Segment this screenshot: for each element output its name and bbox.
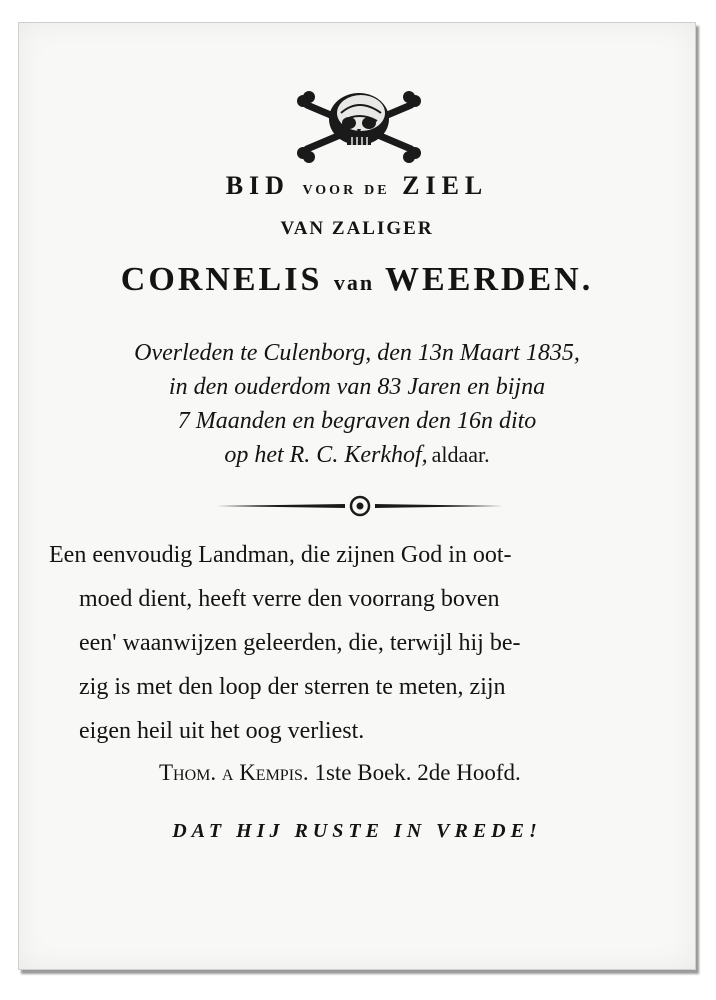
name-last: WEERDEN. [385,261,594,298]
skull-and-crossbones-icon [289,83,429,163]
deceased-name [19,263,695,297]
quote-source [159,761,521,784]
heading-words-voor-de: voor de [302,177,390,199]
quote-line: moed dient, heeft verre den voorrang boven [79,586,500,612]
burial-place: op het R. C. Kerkhof, [224,442,428,468]
heading-word-ziel: ZIEL [402,171,489,200]
quote-line: zig is met den loop der sterren te meten, zijn [79,674,506,700]
quote-line: eigen heil uit het oog verliest. [79,718,365,744]
quote-reference: 1ste Boek. 2de Hoofd. [314,760,521,785]
heading-word-bid: BID [225,171,290,200]
death-details-line-4 [19,443,695,467]
heading-pray-for-soul [19,173,695,199]
memorial-card [18,22,696,970]
burial-place-suffix: aldaar. [431,442,490,467]
death-details-line-1: Overleden te Culenborg, den 13n Maart 1835, [134,340,580,366]
death-details-line-2: in den ouderdom van 83 Jaren en bijna [168,374,546,400]
death-details-line-3: 7 Maanden en begraven den 16n dito [177,408,537,434]
quote-line: Een eenvoudig Landman, die zijnen God in oot- [49,542,512,568]
quote-author: Thom. a Kempis. [159,760,309,785]
name-first: CORNELIS [120,261,323,298]
closing-prayer: DAT HIJ RUSTE IN VREDE! [172,820,542,842]
subheading-van-zaliger: VAN ZALIGER [280,218,434,239]
name-particle: van [333,270,375,295]
ornamental-divider-icon [215,493,505,519]
quote-line: een' waanwijzen geleerden, die, terwijl hij be- [79,630,521,656]
